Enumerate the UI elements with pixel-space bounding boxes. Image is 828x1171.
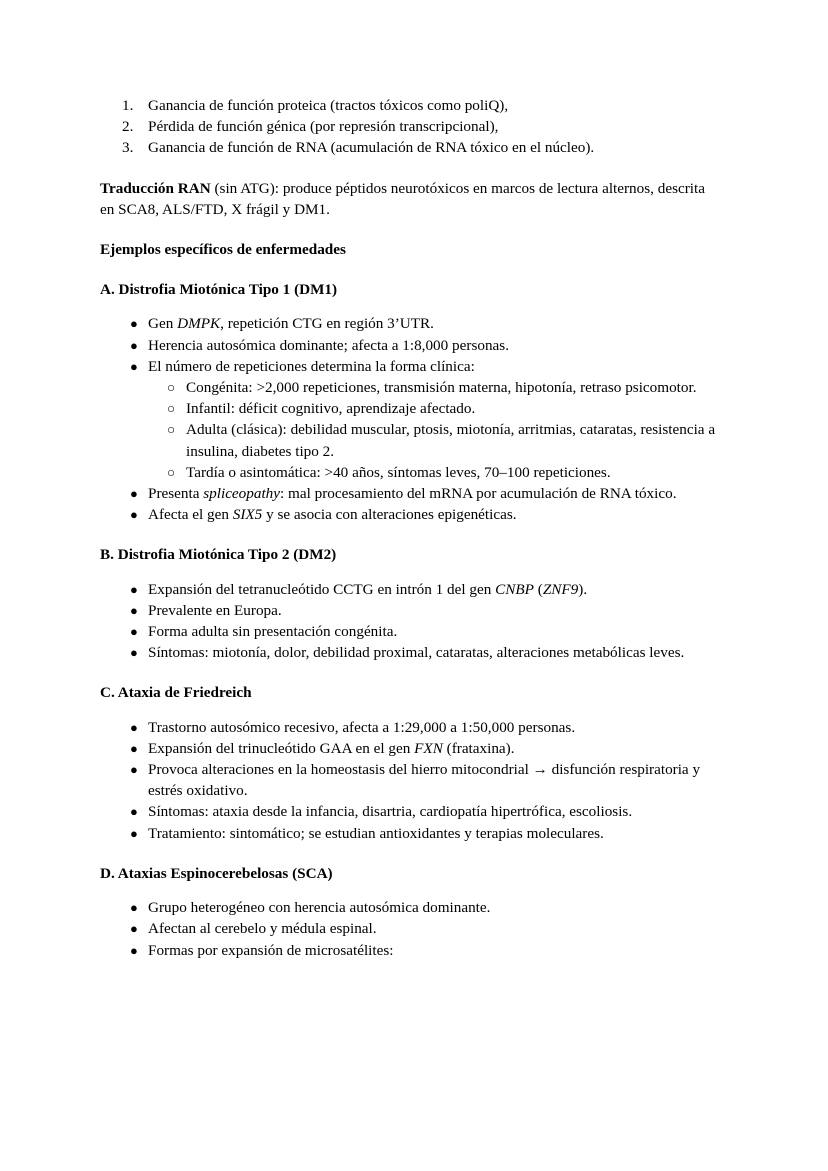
ran-paragraph-text: (sin ATG): produce péptidos neurotóxicos en marcos de lectura alternos, descrita en SCA8, ALS/FTD, X frágil y DM1.	[100, 179, 705, 218]
spacer	[100, 220, 716, 239]
list-item-text: Síntomas: miotonía, dolor, debilidad proximal, cataratas, alteraciones metabólicas leves.	[148, 644, 685, 662]
subsection-heading-sca: D. Ataxias Espinocerebelosas (SCA)	[100, 864, 333, 882]
list-marker: 3.	[122, 139, 134, 157]
list-item-text: El número de repeticiones determina la forma clínica:	[148, 357, 475, 375]
circle-bullet-icon: ○	[167, 380, 176, 396]
ran-translation-paragraph	[100, 178, 716, 220]
bullet-icon: ●	[130, 507, 138, 523]
circle-bullet-icon: ○	[167, 422, 176, 438]
gene-name-dmpk: DMPK	[177, 315, 221, 333]
spacer	[100, 159, 716, 178]
list-item-text: Grupo heterogéneo con herencia autosómica dominante.	[148, 899, 491, 917]
numbered-list	[100, 95, 716, 159]
ran-bold-lead: Traducción RAN	[100, 179, 211, 197]
list-item	[100, 823, 716, 844]
list-marker: 2.	[122, 118, 134, 136]
list-item-text: Provoca alteraciones en la homeostasis del hierro mitocondrial → disfunción respiratoria y estrés oxidativo.	[148, 761, 701, 800]
text-pre: Gen	[148, 315, 178, 333]
list-item	[100, 419, 716, 461]
spacer	[100, 525, 716, 544]
list-item-text: Pérdida de función génica (por represión transcripcional),	[148, 118, 499, 136]
gene-name-fxn: FXN	[414, 739, 443, 757]
list-item	[100, 335, 716, 356]
dm1-bullet-list-continued	[100, 483, 716, 525]
list-item-text: Infantil: déficit cognitivo, aprendizaje afectado.	[186, 400, 476, 418]
bullet-icon: ●	[130, 358, 138, 374]
list-item-text	[148, 483, 716, 504]
spacer	[100, 260, 716, 279]
list-item-text: Formas por expansión de microsatélites:	[148, 941, 394, 959]
list-item	[100, 579, 716, 600]
bullet-icon: ●	[130, 581, 138, 597]
list-item-text: Ganancia de función de RNA (acumulación de RNA tóxico en el núcleo).	[148, 139, 595, 157]
list-item	[100, 918, 716, 939]
gene-name-cnbp: CNBP	[495, 580, 534, 598]
bullet-icon: ●	[130, 602, 138, 618]
list-item-text: Trastorno autosómico recesivo, afecta a 1:29,000 a 1:50,000 personas.	[148, 718, 576, 736]
list-item-text: Tardía o asintomática: >40 años, síntomas leves, 70–100 repeticiones.	[186, 463, 611, 481]
text-post: : mal procesamiento del mRNA por acumulación de RNA tóxico.	[280, 485, 677, 503]
gene-name-six5: SIX5	[232, 506, 263, 524]
list-item	[100, 95, 716, 116]
list-item	[100, 483, 716, 504]
list-item	[100, 137, 716, 158]
spacer	[100, 844, 716, 863]
circle-bullet-icon: ○	[167, 464, 176, 480]
list-item-text: Tratamiento: sintomático; se estudian antioxidantes y terapias moleculares.	[148, 824, 604, 842]
text-pre: Expansión del tetranucleótido CCTG en intrón 1 del gen	[148, 580, 496, 598]
list-item-text: Herencia autosómica dominante; afecta a 1:8,000 personas.	[148, 336, 509, 354]
text-post: , repetición CTG en región 3’UTR.	[220, 315, 434, 333]
section-heading-examples: Ejemplos específicos de enfermedades	[100, 241, 346, 259]
subsection-heading-dm2: B. Distrofia Miotónica Tipo 2 (DM2)	[100, 546, 337, 564]
text-post: y se asocia con alteraciones epigenéticas.	[262, 506, 517, 524]
bullet-icon: ●	[130, 645, 138, 661]
list-item	[100, 116, 716, 137]
spacer	[100, 300, 716, 313]
list-item-text: Ganancia de función proteica (tractos tóxicos como poliQ),	[148, 97, 509, 114]
list-item	[100, 621, 716, 642]
list-item	[100, 600, 716, 621]
text-pre: Presenta	[148, 485, 204, 503]
term-spliceopathy: spliceopathy	[203, 485, 281, 503]
list-item-text: Adulta (clásica): debilidad muscular, ptosis, miotonía, arritmias, cataratas, resistencia a insulina, diabetes tipo 2.	[186, 421, 716, 460]
text-post: ).	[578, 580, 588, 598]
list-item-text: Prevalente en Europa.	[148, 601, 282, 619]
text-pre: Afecta el gen	[148, 506, 233, 524]
list-item-text: Congénita: >2,000 repeticiones, transmisión materna, hipotonía, retraso psicomotor.	[186, 379, 697, 397]
list-item	[100, 356, 716, 377]
list-item-text	[148, 504, 716, 525]
bullet-icon: ●	[130, 719, 138, 735]
bullet-icon: ●	[130, 486, 138, 502]
spacer	[100, 663, 716, 682]
bullet-icon: ●	[130, 900, 138, 916]
list-item	[100, 462, 716, 483]
bullet-icon: ●	[130, 942, 138, 958]
list-marker: 1.	[122, 97, 134, 114]
bullet-icon: ●	[130, 804, 138, 820]
bullet-icon: ●	[130, 316, 138, 332]
circle-bullet-icon: ○	[167, 401, 176, 417]
list-item	[100, 313, 716, 334]
list-item-text: Síntomas: ataxia desde la infancia, disartria, cardiopatía hipertrófica, escoliosis.	[148, 803, 633, 821]
list-item	[100, 504, 716, 525]
list-item-text: Forma adulta sin presentación congénita.	[148, 623, 398, 641]
bullet-icon: ●	[130, 740, 138, 756]
friedreich-bullet-list	[100, 717, 716, 844]
dm2-bullet-list	[100, 579, 716, 664]
subsection-heading-dm1: A. Distrofia Miotónica Tipo 1 (DM1)	[100, 281, 338, 299]
list-item	[100, 897, 716, 918]
bullet-icon: ●	[130, 825, 138, 841]
text-mid: (	[533, 580, 543, 598]
list-item	[100, 717, 716, 738]
list-item	[100, 759, 716, 801]
dm1-bullet-list	[100, 313, 716, 377]
list-item-text	[148, 579, 716, 600]
spacer	[100, 704, 716, 717]
sca-bullet-list	[100, 897, 716, 961]
text-post: (frataxina).	[442, 739, 515, 757]
subsection-heading-friedreich: C. Ataxia de Friedreich	[100, 684, 252, 702]
list-item	[100, 940, 716, 961]
spacer	[100, 884, 716, 897]
dm1-clinical-forms-list	[100, 377, 716, 483]
text-pre: Expansión del trinucleótido GAA en el gen	[148, 739, 415, 757]
bullet-icon: ●	[130, 337, 138, 353]
gene-name-znf9: ZNF9	[542, 580, 579, 598]
list-item-text	[148, 738, 716, 759]
list-item	[100, 801, 716, 822]
list-item	[100, 377, 716, 398]
list-item-text: Afectan al cerebelo y médula espinal.	[148, 920, 377, 938]
bullet-icon: ●	[130, 762, 138, 778]
bullet-icon: ●	[130, 624, 138, 640]
list-item	[100, 642, 716, 663]
list-item	[100, 738, 716, 759]
list-item-text	[148, 313, 716, 334]
document-body	[100, 95, 716, 961]
spacer	[100, 566, 716, 579]
bullet-icon: ●	[130, 921, 138, 937]
list-item	[100, 398, 716, 419]
